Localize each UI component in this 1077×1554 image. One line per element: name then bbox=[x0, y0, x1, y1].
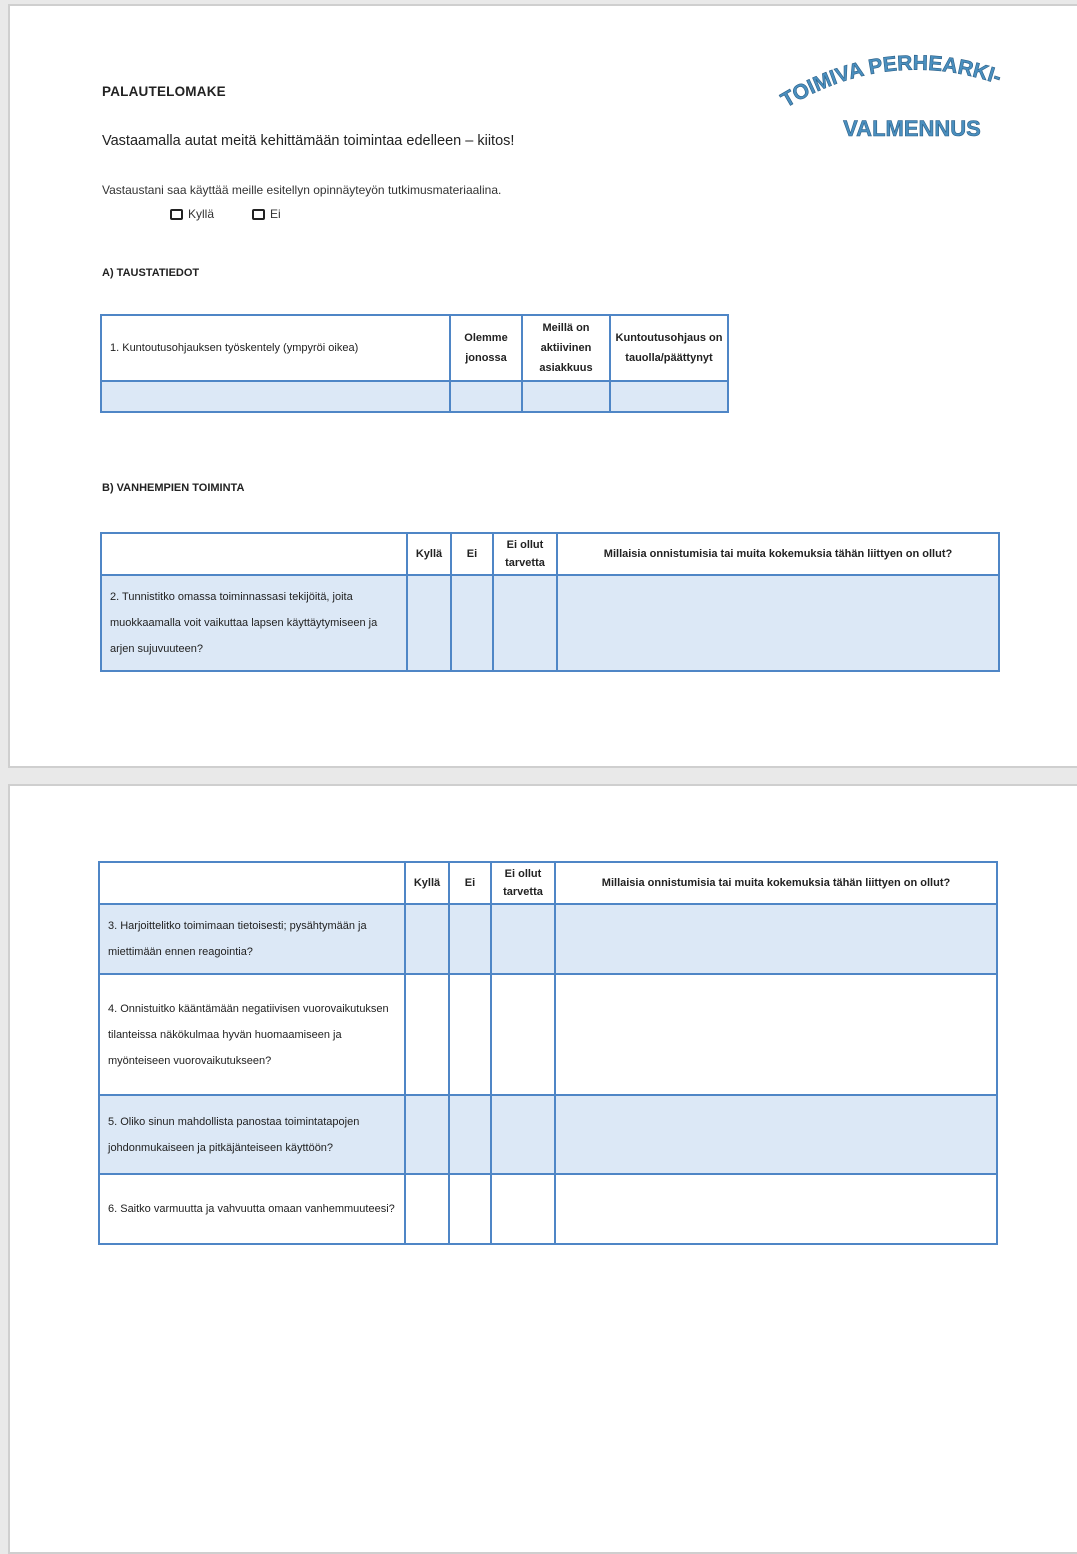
answer-cell[interactable] bbox=[449, 1095, 491, 1174]
question-6-label: 6. Saitko varmuutta ja vahvuutta omaan vanhemmuuteesi? bbox=[99, 1174, 405, 1244]
table-row bbox=[101, 575, 999, 671]
table-row bbox=[99, 974, 997, 1095]
answer-cell[interactable] bbox=[449, 904, 491, 974]
col-ei: Ei bbox=[451, 533, 493, 575]
experience-text-cell[interactable] bbox=[555, 904, 997, 974]
col-ei-ollut-tarvetta: Ei ollut tarvetta bbox=[493, 533, 557, 575]
background-info-table bbox=[100, 314, 729, 413]
col-olemme-jonossa: Olemme jonossa bbox=[450, 315, 522, 381]
col-kokemuksia: Millaisia onnistumisia tai muita kokemuksia tähän liittyen on ollut? bbox=[557, 533, 999, 575]
parent-activity-table-continued bbox=[98, 861, 998, 1245]
answer-cell[interactable] bbox=[610, 381, 728, 412]
question-5-label: 5. Oliko sinun mahdollista panostaa toimintatapojen johdonmukaiseen ja pitkäjänteiseen käyttöön? bbox=[99, 1095, 405, 1174]
answer-cell[interactable] bbox=[405, 974, 449, 1095]
consent-option-yes[interactable] bbox=[170, 207, 214, 221]
question-4-label: 4. Onnistuitko kääntämään negatiivisen vuorovaikutuksen tilanteissa näkökulmaa hyvän huomaamiseen ja myönteiseen vuorovaikutukseen? bbox=[99, 974, 405, 1095]
table-header-row bbox=[99, 862, 997, 904]
answer-cell[interactable] bbox=[451, 575, 493, 671]
answer-cell[interactable] bbox=[407, 575, 451, 671]
header-empty-cell bbox=[99, 862, 405, 904]
question-1-label: 1. Kuntoutusohjauksen työskentely (ympyröi oikea) bbox=[101, 315, 450, 381]
answer-cell[interactable] bbox=[491, 904, 555, 974]
table-row bbox=[99, 1095, 997, 1174]
col-ei-ollut-tarvetta: Ei ollut tarvetta bbox=[491, 862, 555, 904]
checkbox-icon[interactable] bbox=[252, 209, 265, 220]
experience-text-cell[interactable] bbox=[555, 974, 997, 1095]
section-b-title: B) VANHEMPIEN TOIMINTA bbox=[102, 482, 245, 494]
answer-cell[interactable] bbox=[522, 381, 610, 412]
toimiva-perhearki-logo bbox=[772, 46, 1042, 156]
answer-cell[interactable] bbox=[405, 1095, 449, 1174]
experience-text-cell[interactable] bbox=[555, 1095, 997, 1174]
table-row bbox=[99, 904, 997, 974]
col-aktiivinen-asiakkuus: Meillä on aktiivinen asiakkuus bbox=[522, 315, 610, 381]
experience-text-cell[interactable] bbox=[555, 1174, 997, 1244]
checkbox-icon[interactable] bbox=[170, 209, 183, 220]
answer-cell[interactable] bbox=[449, 974, 491, 1095]
answer-cell[interactable] bbox=[450, 381, 522, 412]
table-row bbox=[101, 381, 728, 412]
answer-cell[interactable] bbox=[405, 904, 449, 974]
answer-cell[interactable] bbox=[405, 1174, 449, 1244]
logo-line2: VALMENNUS bbox=[843, 116, 981, 141]
header-empty-cell bbox=[101, 533, 407, 575]
answer-cell[interactable] bbox=[449, 1174, 491, 1244]
experience-text-cell[interactable] bbox=[557, 575, 999, 671]
col-kokemuksia: Millaisia onnistumisia tai muita kokemuksia tähän liittyen on ollut? bbox=[555, 862, 997, 904]
consent-text: Vastaustani saa käyttää meille esitellyn opinnäyteyön tutkimusmateriaalina. bbox=[102, 183, 502, 197]
answer-cell[interactable] bbox=[491, 1174, 555, 1244]
parent-activity-table bbox=[100, 532, 1000, 672]
answer-cell[interactable] bbox=[491, 1095, 555, 1174]
svg-text:TOIMIVA PERHEARKI- bbox=[777, 52, 1004, 113]
question-2-label: 2. Tunnistitko omassa toiminnassasi tekijöitä, joita muokkaamalla voit vaikuttaa lapsen käyttäytymiseen ja arjen sujuvuuteen? bbox=[101, 575, 407, 671]
consent-option-yes-label: Kyllä bbox=[188, 207, 215, 221]
answer-cell[interactable] bbox=[491, 974, 555, 1095]
form-title: PALAUTELOMAKE bbox=[102, 84, 226, 99]
col-ei: Ei bbox=[449, 862, 491, 904]
consent-option-no[interactable] bbox=[252, 207, 281, 221]
answer-cell[interactable] bbox=[493, 575, 557, 671]
table-header-row bbox=[101, 315, 728, 381]
document-page-2 bbox=[8, 784, 1077, 1554]
document-page-1 bbox=[8, 4, 1077, 768]
consent-option-no-label: Ei bbox=[270, 207, 281, 221]
answer-cell[interactable] bbox=[101, 381, 450, 412]
col-kylla: Kyllä bbox=[407, 533, 451, 575]
question-3-label: 3. Harjoittelitko toimimaan tietoisesti; pysähtymään ja miettimään ennen reagointia? bbox=[99, 904, 405, 974]
table-row bbox=[99, 1174, 997, 1244]
logo-line1: TOIMIVA PERHEARKI- bbox=[777, 51, 1005, 113]
table-header-row bbox=[101, 533, 999, 575]
col-tauolla-paattynyt: Kuntoutusohjaus on tauolla/päättynyt bbox=[610, 315, 728, 381]
intro-text: Vastaamalla autat meitä kehittämään toimintaa edelleen – kiitos! bbox=[102, 133, 515, 149]
section-a-title: A) TAUSTATIEDOT bbox=[102, 267, 200, 279]
col-kylla: Kyllä bbox=[405, 862, 449, 904]
